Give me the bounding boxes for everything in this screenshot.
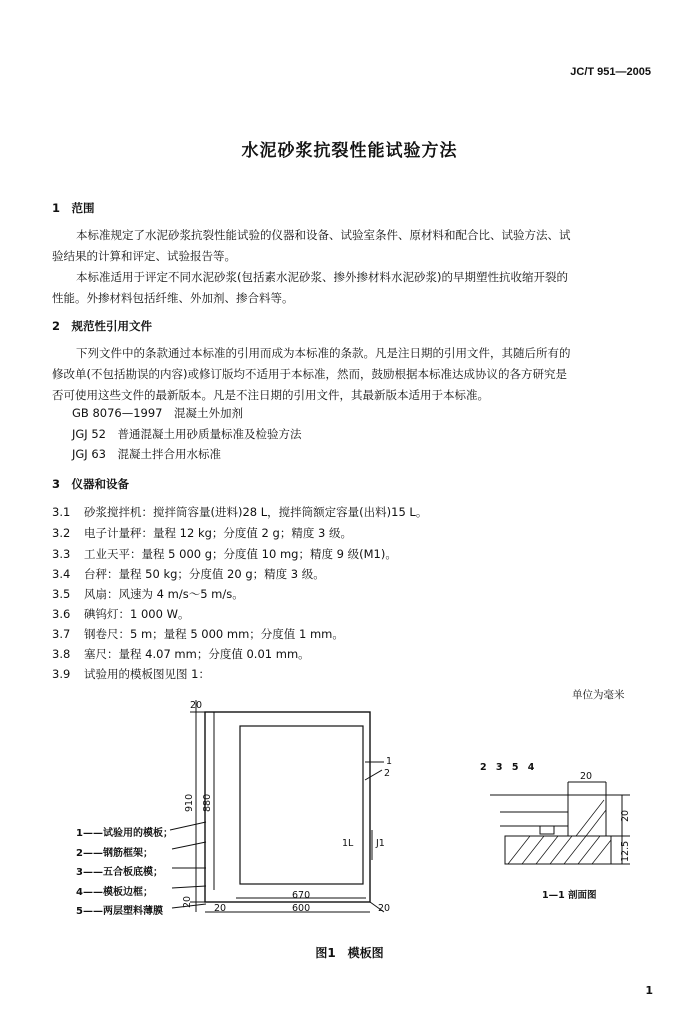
figure-caption: 图1 模板图 xyxy=(315,946,384,960)
item-no: 3.3 xyxy=(52,547,71,561)
item-no: 3.5 xyxy=(52,587,71,601)
item-no: 3.2 xyxy=(52,526,71,540)
label-2: 2 xyxy=(384,768,391,779)
section-part-numbers: 2 3 5 4 xyxy=(480,762,538,773)
legend-item-4: 4——模板边框； xyxy=(76,887,153,898)
s1-para2-line2: 性能。外掺材料包括纤维、外加剂、掺合料等。 xyxy=(52,291,294,305)
item-no: 3.6 xyxy=(52,607,71,621)
item-no: 3.7 xyxy=(52,627,71,641)
s2-para-line1: 下列文件中的条款通过本标准的引用而成为本标准的条款。凡是注日期的引用文件，其随后所有的 xyxy=(76,346,571,360)
dim-880: 880 xyxy=(202,793,213,812)
legend-item-1: 1——试验用的模板； xyxy=(76,828,173,839)
page-number: 1 xyxy=(645,984,653,997)
page-title: 水泥砂浆抗裂性能试验方法 xyxy=(241,141,458,161)
section-hatching xyxy=(508,800,611,864)
legend-item-3: 3——五合板底模； xyxy=(76,867,163,878)
section-dim-20-v: 20 xyxy=(620,809,631,822)
dim-600: 600 xyxy=(292,903,311,914)
standard-number: JC/T 951—2005 xyxy=(570,66,651,78)
dim-20-right: 20 xyxy=(378,903,391,914)
leader-2 xyxy=(365,770,382,780)
ref-gb8076: GB 8076—1997 混凝土外加剂 xyxy=(72,406,243,420)
section-rebar xyxy=(540,826,554,834)
item-text: 电子计量秤：量程 12 kg；分度值 2 g；精度 3 级。 xyxy=(84,526,352,540)
item-text: 工业天平：量程 5 000 g；分度值 10 mg；精度 9 级(M1)。 xyxy=(84,547,397,561)
section-dim-12-5: 12.5 xyxy=(620,840,631,862)
section-2-heading: 2 规范性引用文件 xyxy=(52,319,153,333)
item-text: 碘钨灯：1 000 W。 xyxy=(84,607,190,621)
section-mark-right: J1 xyxy=(376,838,385,849)
plan-inner-mold xyxy=(240,726,363,884)
item-text: 钢卷尺：5 m；量程 5 000 mm；分度值 1 mm。 xyxy=(84,627,344,641)
item-no: 3.9 xyxy=(52,667,71,681)
dim-20-top: 20 xyxy=(190,700,203,711)
ref-jgj52: JGJ 52 普通混凝土用砂质量标准及检验方法 xyxy=(72,427,302,441)
ref-jgj63: JGJ 63 混凝土拌合用水标准 xyxy=(72,447,221,461)
section-dim-20: 20 xyxy=(580,771,593,782)
item-text: 台秤：量程 50 kg；分度值 20 g；精度 3 级。 xyxy=(84,567,325,581)
s2-para-line3: 否可使用这些文件的最新版本。凡是不注日期的引用文件，其最新版本适用于本标准。 xyxy=(52,388,489,402)
section-mark-left: 1L xyxy=(342,838,354,849)
item-text: 砂浆搅拌机：搅拌筒容量(进料)28 L，搅拌筒额定容量(出料)15 L。 xyxy=(84,505,428,519)
dim-20-left: 20 xyxy=(214,903,227,914)
dim-910: 910 xyxy=(184,793,195,812)
label-1: 1 xyxy=(386,756,393,767)
s1-para1-line2: 验结果的计算和评定、试验报告等。 xyxy=(52,249,236,263)
legend-item-2: 2——钢筋框架； xyxy=(76,848,153,859)
item-text: 塞尺：量程 4.07 mm；分度值 0.01 mm。 xyxy=(84,647,310,661)
plan-outer-frame xyxy=(205,712,370,902)
section-1-heading: 1 范围 xyxy=(52,201,95,215)
item-no: 3.1 xyxy=(52,505,71,519)
item-no: 3.8 xyxy=(52,647,71,661)
dim-670: 670 xyxy=(292,890,311,901)
unit-note: 单位为毫米 xyxy=(572,689,625,701)
item-no: 3.4 xyxy=(52,567,71,581)
dim-20-bottom: 20 xyxy=(182,895,193,908)
s1-para1-line1: 本标准规定了水泥砂浆抗裂性能试验的仪器和设备、试验室条件、原材料和配合比、试验方法、试 xyxy=(76,228,571,242)
legend-item-5: 5——两层塑料薄膜 xyxy=(76,906,163,917)
s2-para-line2: 修改单(不包括勘误的内容)或修订版均不适用于本标准，然而，鼓励根据本标准达成协议的各方研究是 xyxy=(52,367,567,381)
s1-para2-line1: 本标准适用于评定不同水泥砂浆(包括素水泥砂浆、掺外掺材料水泥砂浆)的早期塑性抗收缩开裂的 xyxy=(76,270,568,284)
item-text: 试验用的模板图见图 1： xyxy=(84,667,210,681)
section-title: 1—1 剖面图 xyxy=(542,890,597,901)
item-text: 风扇：风速为 4 m/s～5 m/s。 xyxy=(84,587,244,601)
section-3-heading: 3 仪器和设备 xyxy=(52,477,130,491)
